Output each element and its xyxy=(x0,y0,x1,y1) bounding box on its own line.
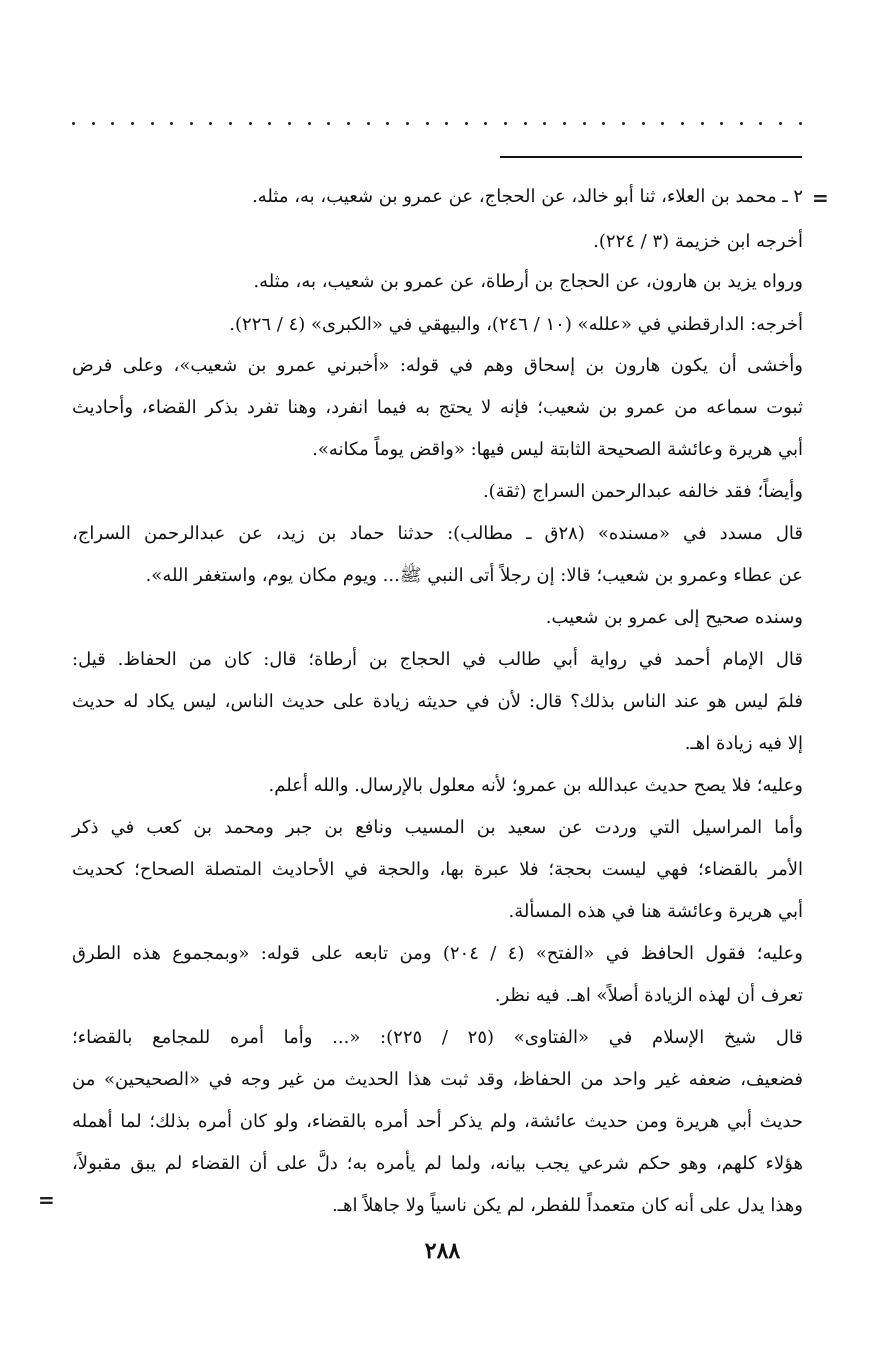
separator-dot xyxy=(347,122,350,125)
text-line: أبي هريرة وعائشة هنا في هذه المسألة. xyxy=(508,901,803,922)
text-line: أخرجه ابن خزيمة (٣ / ٢٢٤). xyxy=(593,231,803,252)
text-line: قال شيخ الإسلام في «الفتاوى» (٢٥ / ٢٢٥): «... وأما أمره للمجامع بالقضاء؛ xyxy=(72,1027,803,1048)
text-line: ٢ ـ محمد بن العلاء، ثنا أبو خالد، عن الحجاج، عن عمرو بن شعيب، به، مثله. xyxy=(252,186,803,207)
text-line: وعليه؛ فقول الحافظ في «الفتح» (٤ / ٢٠٤) ومن تابعه على قوله: «وبمجموع هذه الطرق xyxy=(72,943,803,964)
text-line: ثبوت سماعه من عمرو بن شعيب؛ فإنه لا يحتج به فيما انفرد، وهنا تفرد بذكر القضاء، وأحاديث xyxy=(72,397,803,418)
separator-dot xyxy=(249,122,252,125)
text-line: وسنده صحيح إلى عمرو بن شعيب. xyxy=(545,607,803,628)
separator-dot xyxy=(701,122,704,125)
text-line: قال الإمام أحمد في رواية أبي طالب في الحجاج بن أرطاة؛ قال: كان من الحفاظ. قيل: xyxy=(72,649,803,670)
text-line: فلمَ ليس هو عند الناس بذلك؟ قال: لأن في حديثه زيادة على حديث الناس، ليس يكاد له حديث xyxy=(72,691,803,712)
text-line: قال مسدد في «مسنده» (٢٨ق ـ مطالب): حدثنا حماد بن زيد، عن عبدالرحمن السراج، xyxy=(72,523,803,544)
separator-dot xyxy=(268,122,271,125)
separator-dot xyxy=(111,122,114,125)
separator-dot xyxy=(504,122,507,125)
separator-dot xyxy=(740,122,743,125)
text-line: هؤلاء كلهم، وهو حكم شرعي يجب بيانه، ولما لم يأمره به؛ دلَّ على أن القضاء لم يبق مقبولاً، xyxy=(72,1153,803,1174)
text-line: أخرجه: الدارقطني في «علله» (١٠ / ٢٤٦)، والبيهقي في «الكبرى» (٤ / ٢٢٦). xyxy=(229,314,803,335)
separator-dot xyxy=(484,122,487,125)
text-line: وهذا يدل على أنه كان متعمداً للفطر، لم يكن ناسياً ولا جاهلاً اهـ. xyxy=(331,1195,803,1216)
separator-dot xyxy=(720,122,723,125)
text-line: حديث أبي هريرة ومن حديث عائشة، ولم يذكر أحد أمره بالقضاء، ولو كان أمره بذلك؛ لما أهمله xyxy=(72,1111,803,1132)
text-line: وأما المراسيل التي وردت عن سعيد بن المسيب ونافع بن جبر ومحمد بن كعب في ذكر xyxy=(72,817,803,838)
separator-dot xyxy=(465,122,468,125)
separator-dot xyxy=(190,122,193,125)
text-line: وأخشى أن يكون هارون بن إسحاق وهم في قوله: «أخبرني عمرو بن شعيب»، وعلى فرض xyxy=(72,355,803,376)
page-number: ٢٨٨ xyxy=(424,1238,461,1264)
separator-dot xyxy=(661,122,664,125)
continuation-marker-bottom: = xyxy=(38,1188,55,1212)
text-line: أبي هريرة وعائشة الصحيحة الثابتة ليس فيها: «واقض يوماً مكانه». xyxy=(312,439,803,460)
separator-dot xyxy=(524,122,527,125)
separator-dot xyxy=(288,122,291,125)
separator-dot xyxy=(779,122,782,125)
separator-dot xyxy=(367,122,370,125)
separator-dot xyxy=(583,122,586,125)
text-line: عن عطاء وعمرو بن شعيب؛ قالا: إن رجلاً أتى النبي ﷺ... ويوم مكان يوم، واستغفر الله». xyxy=(145,565,803,586)
separator-dot xyxy=(72,122,75,125)
text-line: ورواه يزيد بن هارون، عن الحجاج بن أرطاة، عن عمرو بن شعيب، به، مثله. xyxy=(253,271,803,292)
separator-dot xyxy=(445,122,448,125)
separator-dot xyxy=(622,122,625,125)
separator-dot xyxy=(327,122,330,125)
separator-dot xyxy=(386,122,389,125)
text-line: فضعيف، ضعفه غير واحد من الحفاظ، وقد ثبت هذا الحديث من غير وجه في «الصحيحين» من xyxy=(72,1069,803,1090)
dotted-separator xyxy=(72,122,802,125)
continuation-marker-top: = xyxy=(812,186,829,210)
separator-dot xyxy=(170,122,173,125)
text-line: الأمر بالقضاء؛ فهي ليست بحجة؛ فلا عبرة بها، والحجة في الأحاديث المتصلة الصحاح؛ كحديث xyxy=(72,859,803,880)
separator-dot xyxy=(151,122,154,125)
separator-dot xyxy=(543,122,546,125)
separator-dot xyxy=(308,122,311,125)
text-line: وأيضاً؛ فقد خالفه عبدالرحمن السراج (ثقة). xyxy=(482,481,803,502)
separator-dot xyxy=(92,122,95,125)
text-line: تعرف أن لهذه الزيادة أصلاً» اهـ. فيه نظر. xyxy=(494,985,803,1006)
separator-dot xyxy=(799,122,802,125)
separator-dot xyxy=(681,122,684,125)
text-line: وعليه؛ فلا يصح حديث عبدالله بن عمرو؛ لأنه معلول بالإرسال. والله أعلم. xyxy=(268,775,803,796)
footnote-rule xyxy=(500,156,802,158)
separator-dot xyxy=(602,122,605,125)
separator-dot xyxy=(642,122,645,125)
separator-dot xyxy=(209,122,212,125)
separator-dot xyxy=(131,122,134,125)
text-line: إلا فيه زيادة اهـ. xyxy=(684,733,803,754)
separator-dot xyxy=(406,122,409,125)
separator-dot xyxy=(563,122,566,125)
separator-dot xyxy=(229,122,232,125)
separator-dot xyxy=(759,122,762,125)
separator-dot xyxy=(426,122,429,125)
